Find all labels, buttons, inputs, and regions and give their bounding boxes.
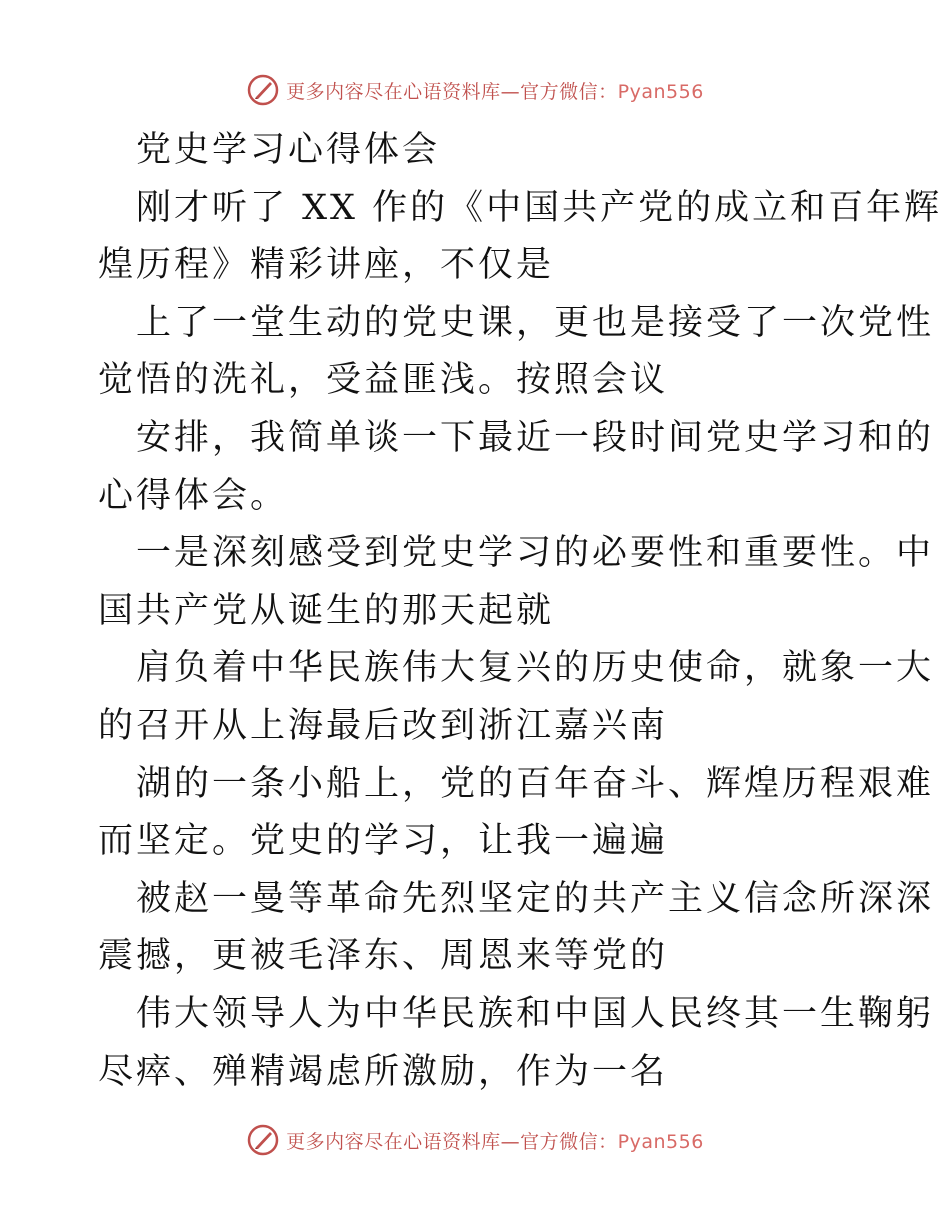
paragraph-line: 被赵一曼等革命先烈坚定的共产主义信念所深深 [136,878,935,919]
paragraph-line: 心得体会。 [98,475,289,516]
document-title: 党史学习心得体会 [136,130,441,170]
header-banner-text: 更多内容尽在心语资料库—官方微信：Pyan556 [286,80,704,103]
paragraph-line: 震撼，更被毛泽东、周恩来等党的 [98,936,669,977]
paragraph-line: 而坚定。党史的学习，让我一遍遍 [98,821,669,862]
pen-feather-seal-icon [246,73,280,107]
paragraph-line: 肩负着中华民族伟大复兴的历史使命，就象一大 [136,648,935,689]
paragraph-line: 的召开从上海最后改到浙江嘉兴南 [98,705,669,746]
header-banner-handle: Pyan556 [617,80,704,103]
paragraph-line: 上了一堂生动的党史课，更也是接受了一次党性 [136,302,935,343]
paragraph-line: 国共产党从诞生的那天起就 [98,590,555,631]
footer-banner-text: 更多内容尽在心语资料库—官方微信：Pyan556 [286,1130,704,1153]
header-banner [0,70,950,110]
pen-feather-seal-icon [246,1123,280,1157]
paragraph-line: 尽瘁、殚精竭虑所激励，作为一名 [98,1051,669,1092]
footer-banner-handle: Pyan556 [617,1130,704,1153]
paragraph-line: 一是深刻感受到党史学习的必要性和重要性。中 [136,533,935,574]
paragraph-line: 伟大领导人为中华民族和中国人民终其一生鞠躬 [136,993,935,1034]
footer-banner [0,1120,950,1160]
paragraph-line: 湖的一条小船上，党的百年奋斗、辉煌历程艰难 [136,763,935,804]
paragraph-line: 安排，我简单谈一下最近一段时间党史学习和的 [136,417,935,458]
paragraph-line: 觉悟的洗礼，受益匪浅。按照会议 [98,360,669,401]
paragraph-line: 煌历程》精彩讲座，不仅是 [98,245,555,286]
paragraph-line: 刚才听了 XX 作的《中国共产党的成立和百年辉 [136,187,943,228]
document-body [98,122,943,1101]
